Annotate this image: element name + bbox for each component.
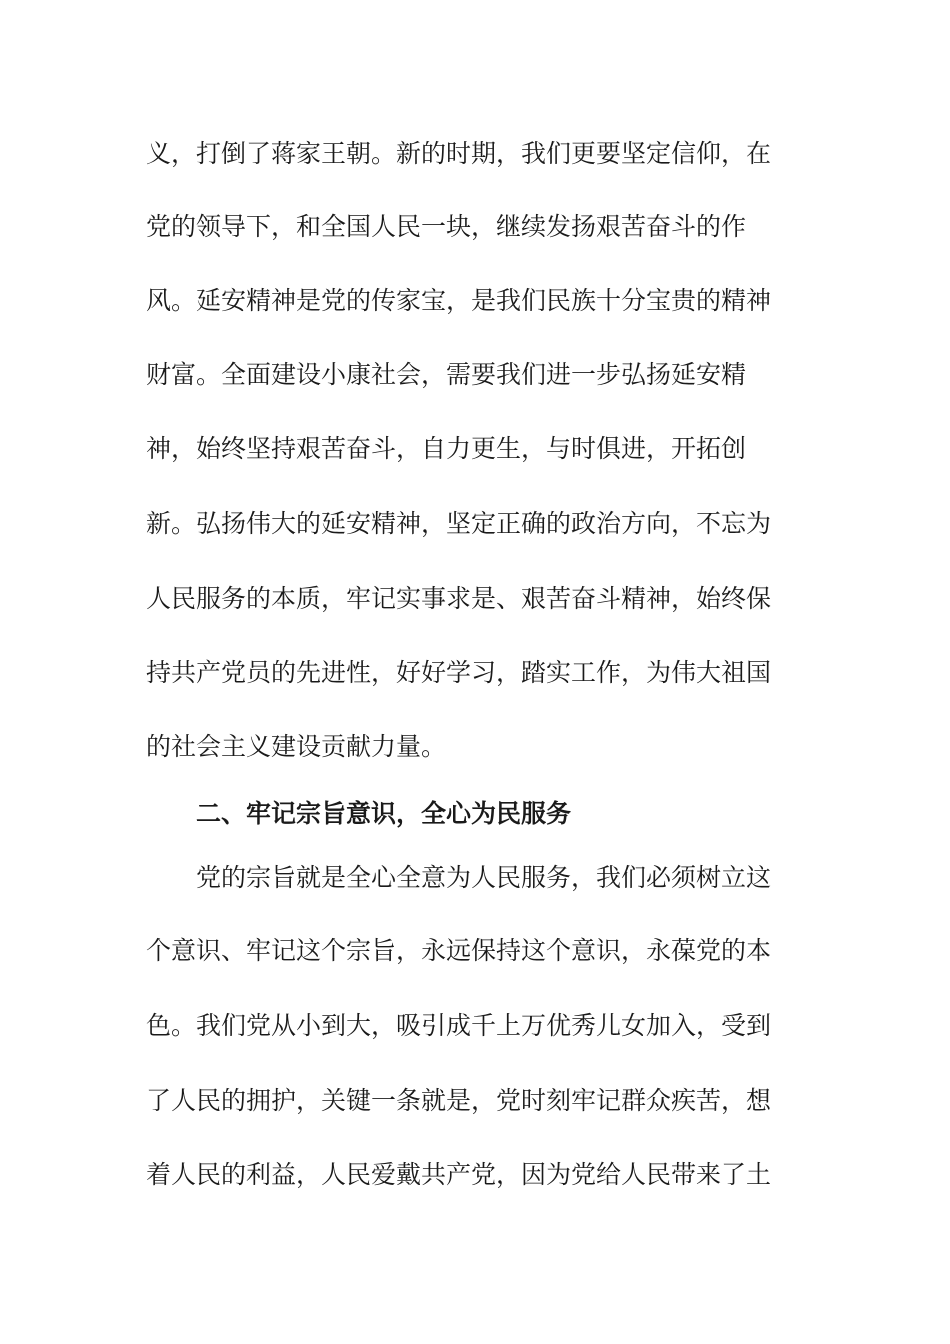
paragraph-line: 神，始终坚持艰苦奋斗，自力更生，与时俱进，开拓创 [146,434,747,463]
paragraph-line: 个意识、牢记这个宗旨，永远保持这个意识，永葆党的本 [146,936,772,965]
paragraph-line: 新。弘扬伟大的延安精神，坚定正确的政治方向，不忘为 [146,509,772,538]
paragraph-line: 风。延安精神是党的传家宝，是我们民族十分宝贵的精神 [146,286,772,315]
paragraph-line: 色。我们党从小到大，吸引成千上万优秀儿女加入，受到 [146,1011,772,1040]
paragraph-line: 义，打倒了蒋家王朝。新的时期，我们更要坚定信仰，在 [146,139,772,168]
paragraph-line: 人民服务的本质，牢记实事求是、艰苦奋斗精神，始终保 [146,584,772,613]
paragraph-line: 党的宗旨就是全心全意为人民服务，我们必须树立这 [196,863,772,892]
paragraph-line: 财富。全面建设小康社会，需要我们进一步弘扬延安精 [146,360,747,389]
paragraph-line: 着人民的利益，人民爱戴共产党，因为党给人民带来了土 [146,1160,772,1189]
paragraph-line: 党的领导下，和全国人民一块，继续发扬艰苦奋斗的作 [146,212,747,241]
paragraph-line: 了人民的拥护，关键一条就是，党时刻牢记群众疾苦，想 [146,1086,772,1115]
section-heading: 二、牢记宗旨意识，全心为民服务 [196,799,572,828]
paragraph-line: 持共产党员的先进性，好好学习，踏实工作，为伟大祖国 [146,658,772,687]
paragraph-line: 的社会主义建设贡献力量。 [146,732,447,761]
